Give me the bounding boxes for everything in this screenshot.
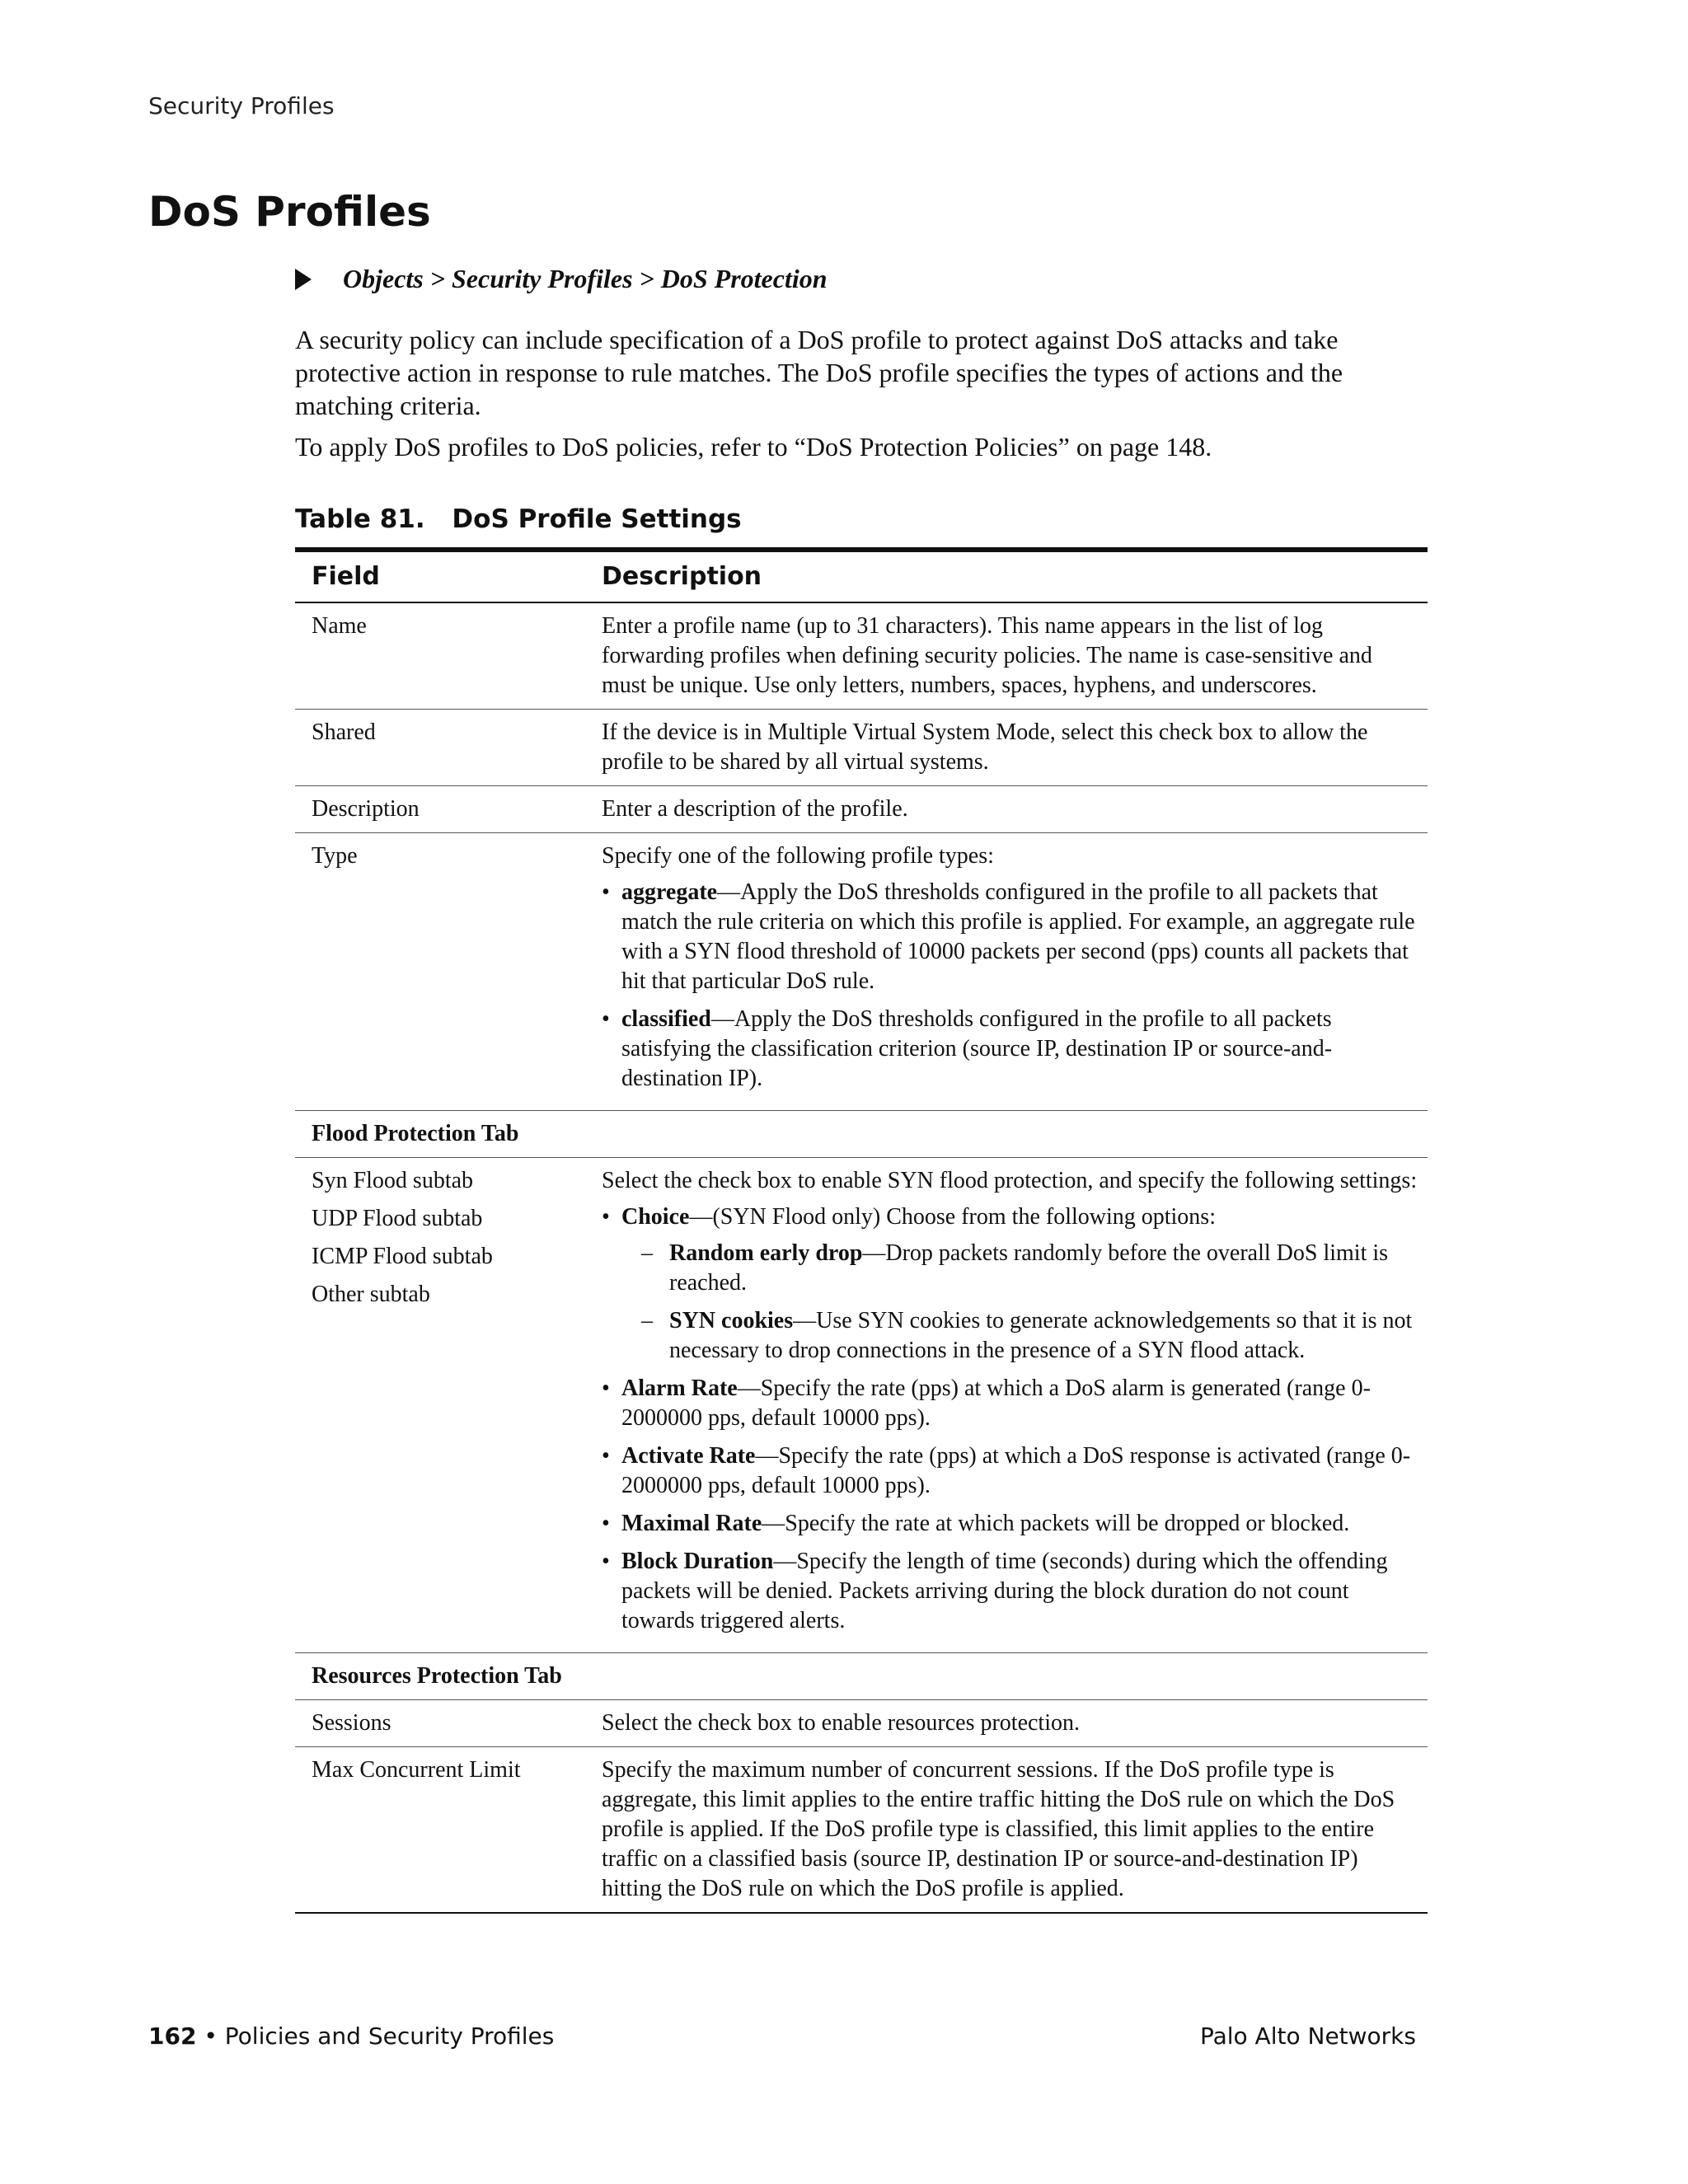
subtab-label: ICMP Flood subtab <box>312 1244 493 1269</box>
breadcrumb-path: Objects > Security Profiles > DoS Protection <box>343 264 828 293</box>
table-header-row <box>295 552 1428 603</box>
list-item <box>621 1239 1419 1298</box>
header-description: Description <box>602 562 762 591</box>
term-text: —Apply the DoS thresholds configured in the profile to all packets that match the rule criteria on which this profile is applied. For example, an aggregate rule with a SYN flood threshold of 10000 packets per second (pps) counts all packets that hit that particular DoS rule. <box>621 879 1415 994</box>
section-heading: Resources Protection Tab <box>312 1663 562 1689</box>
flood-list <box>602 1202 1419 1636</box>
list-item <box>602 1374 1419 1433</box>
flood-intro: Select the check box to enable SYN flood protection, and specify the following settings: <box>602 1168 1418 1193</box>
table-row-max-concurrent <box>295 1747 1428 1912</box>
list-item <box>602 878 1419 996</box>
description-cell: If the device is in Multiple Virtual System Mode, select this check box to allow the profile to be shared by all virtual systems. <box>602 719 1368 775</box>
triangle-right-icon <box>295 269 312 290</box>
type-list <box>602 878 1419 1094</box>
page-number: 162 <box>148 2022 197 2050</box>
term: Block Duration <box>621 1549 774 1574</box>
term-text: —Specify the rate (pps) at which a DoS alarm is generated (range 0-2000000 pps, default 10000 pps). <box>621 1376 1371 1431</box>
description-cell: Enter a profile name (up to 31 characters). This name appears in the list of log forwarding profiles when defining security policies. The name is case-sensitive and must be unique. Use only letters, numbers, spaces, hyphens, and underscores. <box>602 613 1372 698</box>
list-item <box>602 1547 1419 1636</box>
field-cell: Shared <box>312 719 376 745</box>
table-row-flood-subtabs <box>295 1158 1428 1653</box>
field-cell <box>295 1166 602 1644</box>
footer-left <box>148 2022 554 2050</box>
field-cell: Type <box>312 843 358 869</box>
term: Random early drop <box>669 1240 863 1266</box>
section-heading: Flood Protection Tab <box>312 1121 519 1146</box>
description-cell <box>602 1166 1428 1644</box>
term: Choice <box>621 1204 690 1230</box>
choice-options <box>621 1239 1419 1366</box>
field-cell: Name <box>312 613 367 639</box>
list-item <box>621 1306 1419 1366</box>
table-row-sessions <box>295 1700 1428 1747</box>
footer-separator: • <box>196 2022 225 2050</box>
description-cell: Enter a description of the profile. <box>602 796 908 822</box>
table-row-shared <box>295 710 1428 786</box>
term-text: —Specify the rate at which packets will be dropped or blocked. <box>762 1511 1350 1536</box>
term: Alarm Rate <box>621 1376 738 1401</box>
section-row-flood <box>295 1111 1428 1158</box>
table-caption <box>295 504 742 534</box>
intro-paragraph: A security policy can include specification of a DoS profile to protect against DoS attacks and take protective action in response to rule matches. The DoS profile specifies the types of actions and the matching criteria. <box>295 325 1343 420</box>
field-cell: Sessions <box>312 1710 392 1736</box>
list-item <box>602 1202 1419 1366</box>
term: Activate Rate <box>621 1443 756 1469</box>
term-text: —Specify the length of time (seconds) during which the offending packets will be denied. Packets arriving during the block duration do not count towards triggered alerts. <box>621 1549 1388 1633</box>
description-cell: Select the check box to enable resources protection. <box>602 1710 1080 1736</box>
term-text: —Apply the DoS thresholds configured in the profile to all packets satisfying the classification criterion (source IP, destination IP or source-and-destination IP). <box>621 1006 1333 1091</box>
intro-paragraph-reference: To apply DoS profiles to DoS policies, refer to “DoS Protection Policies” on page 148. <box>295 432 1212 462</box>
subtab-label: Other subtab <box>312 1282 430 1307</box>
term: aggregate <box>621 879 718 905</box>
field-cell: Description <box>312 796 420 822</box>
description-cell: Specify the maximum number of concurrent sessions. If the DoS profile type is aggregate, this limit applies to the entire traffic hitting the DoS rule on which the DoS profile is applied. If the DoS profile type is classified, this limit applies to the entire traffic on a classified basis (source IP, destination IP or source-and-destination IP) hitting the DoS rule on which the DoS profile is applied. <box>602 1757 1395 1901</box>
page-title: DoS Profiles <box>148 188 431 236</box>
subtab-label: UDP Flood subtab <box>312 1206 483 1231</box>
table-row-type <box>295 833 1428 1111</box>
list-item <box>602 1441 1419 1501</box>
field-cell: Max Concurrent Limit <box>312 1757 521 1783</box>
term-text: —Drop packets randomly before the overall DoS limit is reached. <box>669 1240 1389 1296</box>
header-field: Field <box>312 562 380 591</box>
breadcrumb <box>295 264 828 294</box>
book-title: Policies and Security Profiles <box>224 2022 555 2050</box>
table-number: Table 81. <box>295 504 425 534</box>
table-title: DoS Profile Settings <box>452 504 742 534</box>
section-row-resources <box>295 1653 1428 1700</box>
term-text: —(SYN Flood only) Choose from the following options: <box>689 1204 1216 1230</box>
list-item <box>602 1509 1419 1539</box>
intro-text <box>295 323 1432 471</box>
term: SYN cookies <box>669 1308 794 1333</box>
term-text: —Use SYN cookies to generate acknowledgements so that it is not necessary to drop connections in the presence of a SYN flood attack. <box>669 1308 1413 1363</box>
list-item <box>602 1005 1419 1094</box>
description-cell <box>602 841 1428 1102</box>
dos-profile-settings-table <box>295 547 1428 1914</box>
subtab-label: Syn Flood subtab <box>312 1168 474 1193</box>
term: classified <box>621 1006 711 1032</box>
running-header: Security Profiles <box>148 92 335 120</box>
footer-company: Palo Alto Networks <box>1199 2022 1416 2050</box>
table-row-name <box>295 603 1428 710</box>
table-row-description <box>295 786 1428 833</box>
term: Maximal Rate <box>621 1511 762 1536</box>
term-text: —Specify the rate (pps) at which a DoS response is activated (range 0-2000000 pps, default 10000 pps). <box>621 1443 1411 1498</box>
type-intro: Specify one of the following profile types: <box>602 843 994 869</box>
